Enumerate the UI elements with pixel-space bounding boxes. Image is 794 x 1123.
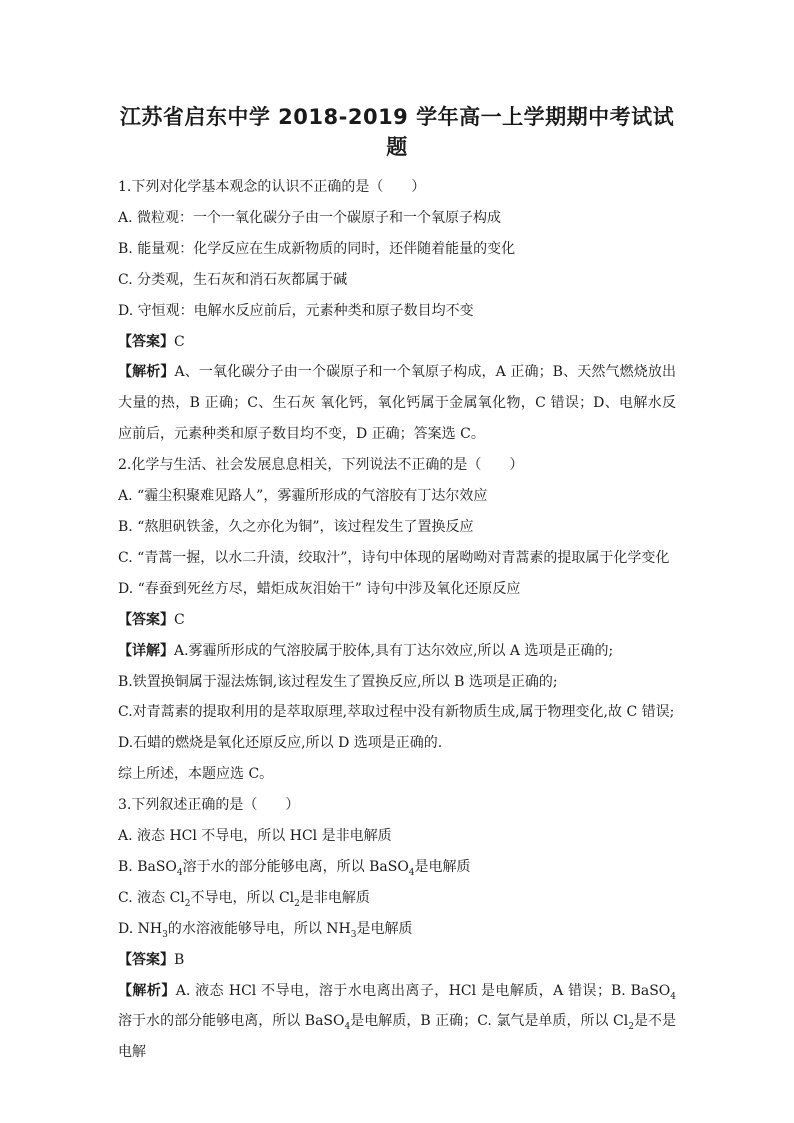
answer-value: C [174, 611, 185, 628]
question-3-answer [118, 945, 676, 976]
question-3-option-a: A. 液态 HCl 不导电，所以 HCl 是非电解质 [118, 828, 392, 845]
text-segment: 溶于水的部分能够电离，所以 BaSO [182, 858, 409, 875]
question-3-option-d [118, 914, 676, 945]
text-segment: 的水溶液能够导电，所以 NH [167, 920, 351, 937]
question-1-analysis [118, 357, 676, 450]
question-2-option-a: A. “霾尘积聚难见路人”，雾霾所形成的气溶胶有丁达尔效应 [118, 488, 488, 505]
answer-tag: 【答案】 [118, 611, 174, 628]
subscript: 4 [670, 991, 677, 1002]
question-1-option-b: B. 能量观：化学反应在生成新物质的同时，还伴随着能量的变化 [118, 240, 516, 257]
detail-text: A.雾霾所形成的气溶胶属于胶体,具有丁达尔效应,所以 A 选项是正确的; [174, 642, 614, 659]
question-1-stem: 1.下列对化学基本观念的认识不正确的是（ ） [118, 179, 426, 195]
question-3-option-c [118, 883, 676, 914]
question-3-stem: 3.下列叙述正确的是（ ） [118, 797, 300, 814]
answer-value: C [174, 333, 185, 350]
question-2-option-b: B. “熬胆矾铁釜，久之亦化为铜”，该过程发生了置换反应 [118, 518, 474, 535]
text-segment: B. BaSO [118, 858, 177, 875]
detail-tag: 【详解】 [118, 642, 174, 659]
analysis-tag: 【解析】 [118, 982, 176, 999]
subscript: 4 [408, 867, 415, 878]
text-segment: 是不是电解 [118, 1013, 676, 1061]
subscript: 2 [294, 898, 300, 909]
question-2-detail-a [118, 636, 676, 667]
question-2-detail-d: D.石蜡的燃烧是氧化还原反应,所以 D 选项是正确的. [118, 735, 443, 752]
text-segment: 溶于水的部分能够电离，所以 BaSO [118, 1013, 345, 1030]
text-segment: 是非电解质 [299, 889, 370, 906]
question-1-option-d: D. 守恒观：电解水反应前后，元素种类和原子数目均不变 [118, 302, 474, 319]
question-1-option-c: C. 分类观，生石灰和消石灰都属于碱 [118, 271, 348, 288]
subscript: 4 [176, 867, 183, 878]
answer-value: B [174, 951, 185, 968]
subscript: 4 [344, 1022, 351, 1033]
question-3-option-b [118, 852, 676, 883]
text-segment: 是电解质 [356, 920, 413, 937]
subscript: 2 [628, 1022, 634, 1033]
question-2-detail-c: C.对青蒿素的提取利用的是萃取原理,萃取过程中没有新物质生成,属于物理变化,故 C 错误; [118, 704, 675, 721]
text-segment: A. 液态 HCl 不导电，溶于水电离出离子，HCl 是电解质，A 错误；B. BaSO [175, 982, 671, 999]
question-3-analysis [118, 976, 676, 1069]
question-2-option-c: C. “青蒿一握，以水二升渍，绞取汁”，诗句中体现的屠呦呦对青蒿素的提取属于化学变化 [118, 549, 670, 566]
text-segment: 是电解质，B 正确；C. 氯气是单质，所以 Cl [350, 1013, 629, 1030]
subscript: 3 [162, 929, 168, 940]
question-1-answer [118, 327, 676, 358]
question-1-option-a: A. 微粒观：一个一氧化碳分子由一个碳原子和一个氧原子构成 [118, 209, 502, 226]
question-2-summary: 综上所述，本题应选 C。 [118, 766, 274, 783]
subscript: 3 [350, 929, 357, 940]
text-segment: D. NH [118, 920, 163, 937]
question-2-detail-b: B.铁置换铜属于湿法炼铜,该过程发生了置换反应,所以 B 选项是正确的; [118, 673, 558, 690]
analysis-text: A、一氧化碳分子由一个碳原子和一个氧原子构成，A 正确；B、天然气燃烧放出大量的热，B 正确；C、生石灰 氧化钙，氧化钙属于金属氧化物，C 错误；D、电解水反应前后，元素种类和原子数目均不变，D 正确；答案选 C。 [118, 364, 676, 443]
answer-tag: 【答案】 [118, 951, 174, 968]
question-2-option-d: D. “春蚕到死丝方尽，蜡炬成灰泪始干” 诗句中涉及氧化还原反应 [118, 580, 521, 597]
answer-tag: 【答案】 [118, 333, 174, 350]
document-title: 江苏省启东中学 2018-2019 学年高一上学期期中考试试题 [119, 105, 675, 159]
subscript: 2 [184, 898, 191, 909]
question-2-answer [118, 605, 676, 636]
analysis-tag: 【解析】 [118, 364, 175, 381]
text-segment: C. 液态 Cl [118, 889, 185, 906]
question-2-stem: 2.化学与生活、社会发展息息相关，下列说法不正确的是（ ） [118, 457, 524, 474]
text-segment: 不导电，所以 Cl [190, 889, 295, 906]
text-segment: 是电解质 [414, 858, 471, 875]
